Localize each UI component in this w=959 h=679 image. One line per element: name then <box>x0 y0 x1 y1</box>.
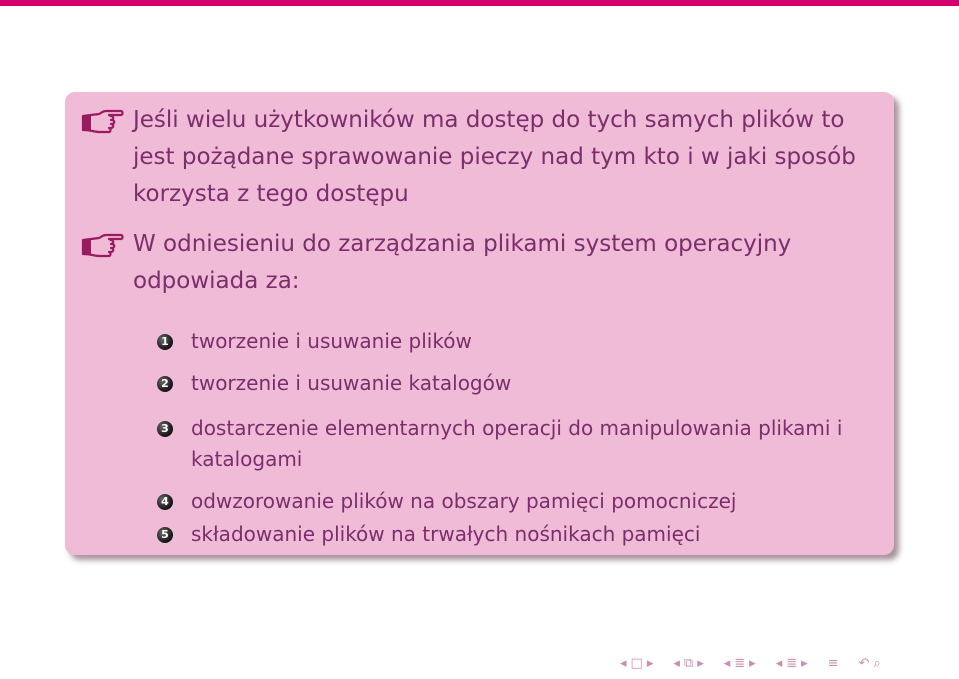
nav-prev-section-icon[interactable]: ◂ <box>723 656 731 671</box>
nav-prev-document-icon[interactable]: ◂ <box>775 656 783 671</box>
bullet-text-1: Jeśli wielu użytkowników ma dostęp do tych samych plików to jest pożądane sprawowanie pieczy nad tym kto i w jaki sposób korzysta z tego dostępu <box>133 107 856 207</box>
enum-text-5: składowanie plików na trwałych nośnikach pamięci <box>191 522 701 546</box>
enum-number-badge: 5 <box>157 527 173 543</box>
nav-prev-frame-icon[interactable]: ◂ <box>620 656 627 671</box>
enum-item-2 <box>161 368 891 399</box>
nav-next-subsection-icon[interactable]: ▸ <box>697 656 704 671</box>
enum-item-4 <box>161 486 891 517</box>
enum-item-3 <box>161 413 891 475</box>
nav-search-icon[interactable]: ⌕ <box>873 656 881 671</box>
enum-number-badge: 4 <box>157 494 173 510</box>
nav-frame-icon[interactable]: □ <box>630 656 643 671</box>
enum-text-1: tworzenie i usuwanie plików <box>191 329 472 353</box>
enum-item-5 <box>161 519 891 550</box>
pointing-hand-icon <box>81 226 125 263</box>
enum-item-1 <box>161 326 891 357</box>
nav-section-icon[interactable]: ≣ <box>734 656 746 671</box>
enum-text-3: dostarczenie elementarnych operacji do manipulowania plikami i katalogami <box>191 416 843 471</box>
content-block <box>65 92 894 555</box>
nav-next-section-icon[interactable]: ▸ <box>749 656 756 671</box>
nav-align-icon[interactable]: ≡ <box>827 656 839 671</box>
bullet-text-2: W odniesieniu do zarządzania plikami system operacyjny odpowiada za: <box>133 231 792 294</box>
enum-number-badge: 3 <box>157 421 173 437</box>
pointing-hand-icon <box>81 102 125 139</box>
bullet-item-1 <box>133 102 873 213</box>
bullet-item-2 <box>133 226 873 300</box>
enum-number-badge: 1 <box>157 334 173 350</box>
enum-number-badge: 2 <box>157 376 173 392</box>
enum-text-4: odwzorowanie plików na obszary pamięci pomocniczej <box>191 489 737 513</box>
nav-prev-subsection-icon[interactable]: ◂ <box>673 656 680 671</box>
nav-subsection-icon[interactable]: ⧉ <box>683 656 694 671</box>
beamer-navigation-bar <box>620 655 881 673</box>
nav-next-document-icon[interactable]: ▸ <box>801 656 808 671</box>
nav-document-icon[interactable]: ≣ <box>786 656 798 671</box>
top-bar <box>0 0 959 6</box>
nav-back-icon[interactable]: ↶ <box>858 656 870 671</box>
enum-text-2: tworzenie i usuwanie katalogów <box>191 371 512 395</box>
nav-next-frame-icon[interactable]: ▸ <box>646 656 654 671</box>
